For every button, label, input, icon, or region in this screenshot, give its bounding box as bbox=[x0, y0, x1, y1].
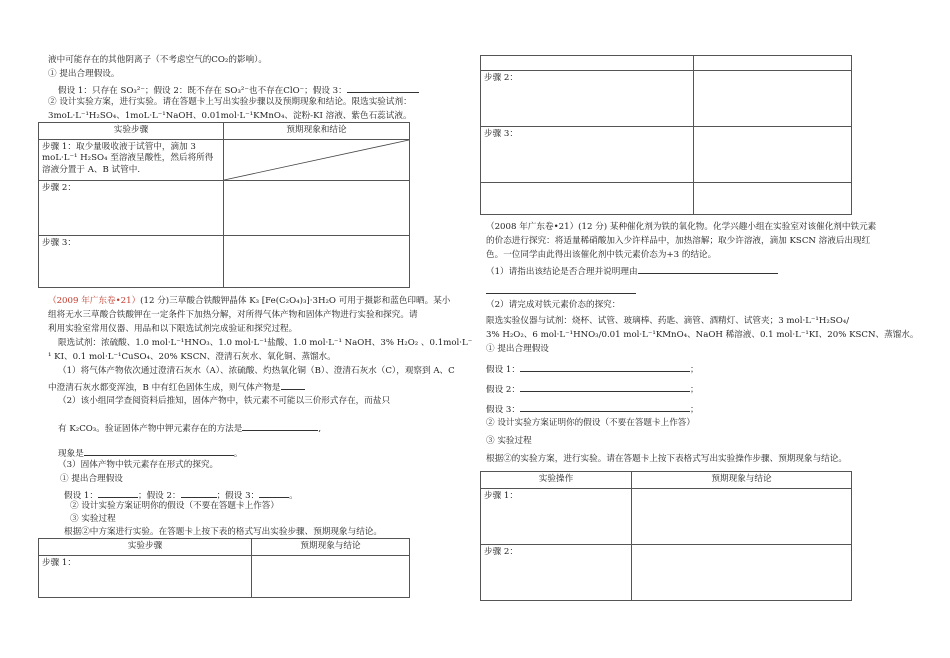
text-line: （3）固体产物中铁元素存在形式的探究。 bbox=[58, 460, 219, 470]
text-line: 限选试剂：浓硫酸、1.0 mol·L⁻¹HNO₃、1.0 mol·L⁻¹盐酸、1.0 mol·L⁻¹ NaOH、3% H₂O₂ 、0.1mol·L⁻ bbox=[58, 338, 473, 348]
table-cell: 步骤 3： bbox=[39, 235, 224, 287]
table-cell bbox=[481, 183, 694, 215]
text-line: （1）请指出该结论是否合理并说明理由 bbox=[486, 264, 778, 279]
text-line: ¹ KI、0.1 mol·L⁻¹CuSO₄、20% KSCN、澄清石灰水、氧化铜、蒸馏水。 bbox=[48, 352, 336, 362]
table-cell[interactable] bbox=[252, 555, 410, 597]
text-line: 中澄清石灰水都变浑浊，B 中有红色固体生成，则气体产物是 bbox=[48, 380, 305, 395]
experiment-table-3 bbox=[480, 55, 852, 215]
text-line: ① 提出合理假设 bbox=[60, 474, 123, 484]
text-line: 现象是 。 bbox=[58, 446, 242, 461]
table-cell[interactable] bbox=[224, 235, 410, 287]
answer-blank[interactable] bbox=[520, 382, 690, 392]
table-header: 预期现象和结论 bbox=[224, 123, 410, 140]
table-cell[interactable] bbox=[694, 183, 852, 215]
experiment-table-2 bbox=[38, 538, 410, 598]
text-line: 假设 1：只存在 SO₃²⁻；假设 2：既不存在 SO₃²⁻也不存在ClO⁻；假设 3： bbox=[58, 83, 419, 98]
text-line: ③ 实验过程 bbox=[486, 436, 532, 446]
table-cell: 步骤 2： bbox=[39, 180, 224, 235]
answer-blank[interactable] bbox=[347, 83, 419, 93]
text-line: ② 设计实验方案，进行实验。请在答题卡上写出实验步骤以及预期现象和结论。限选实验试剂： bbox=[48, 97, 412, 107]
experiment-table-1 bbox=[38, 122, 410, 288]
answer-blank[interactable] bbox=[242, 421, 318, 431]
text-line: 液中可能存在的其他阴离子（不考虑空气的CO₂的影响）。 bbox=[48, 55, 268, 65]
table-cell: 步骤 1： bbox=[481, 488, 632, 544]
answer-blank[interactable] bbox=[638, 264, 778, 274]
answer-blank[interactable] bbox=[520, 362, 690, 372]
text-line: 利用实验室常用仪器、用品和以下限选试剂完成验证和探究过程。 bbox=[48, 324, 298, 334]
text-line: ② 设计实验方案证明你的假设（不要在答题卡上作答） bbox=[486, 418, 695, 428]
hypothesis-line: 假设 1： ； bbox=[486, 362, 699, 377]
text-line: （2）该小组同学查阅资料后推知，固体产物中，铁元素不可能以三价形式存在，而盐只 bbox=[58, 396, 391, 406]
table-cell[interactable] bbox=[632, 544, 852, 600]
text-line: 有 K₂CO₃。验证固体产物中钾元素存在的方法是 , bbox=[58, 421, 321, 436]
table-cell bbox=[481, 56, 694, 71]
text-line: ① 提出合理假设 bbox=[486, 344, 549, 354]
table-cell: 步骤 2： bbox=[481, 544, 632, 600]
answer-blank[interactable] bbox=[259, 488, 289, 498]
text-line: 限选实验仪器与试剂：烧杯、试管、玻璃棒、药匙、滴管、酒精灯、试管夹；3 mol·L⁻¹H₂SO₄/ bbox=[486, 316, 850, 326]
question-2008-line: （2008 年广东卷•21）(12 分) 某种催化剂为铁的氧化物。化学兴趣小组在实验室对该催化剂中铁元素 bbox=[486, 222, 877, 232]
answer-blank[interactable] bbox=[486, 284, 636, 294]
text-line: 3% H₂O₂、6 mol·L⁻¹HNO₃/0.01 mol·L⁻¹KMnO₄、NaOH 稀溶液、0.1 mol·L⁻¹KI、20% KSCN、蒸馏水。 bbox=[486, 330, 919, 340]
table-cell: 步骤 2： bbox=[481, 71, 694, 127]
text-line: 的价态进行探究：将适量稀硝酸加入少许样品中，加热溶解；取少许溶液，滴加 KSCN 溶液后出现红 bbox=[486, 236, 871, 246]
table-header: 实验操作 bbox=[481, 472, 632, 489]
table-header: 预期现象与结论 bbox=[252, 539, 410, 556]
table-cell[interactable] bbox=[694, 56, 852, 71]
text-line: 色。一位同学由此得出该催化剂中铁元素价态为+3 的结论。 bbox=[486, 250, 717, 260]
table-cell[interactable] bbox=[694, 127, 852, 183]
table-cell[interactable] bbox=[694, 71, 852, 127]
diagonal-line bbox=[224, 140, 409, 180]
answer-blank[interactable] bbox=[98, 488, 138, 498]
hypothesis-line: 假设 2： ； bbox=[486, 382, 699, 397]
experiment-table-4 bbox=[480, 471, 852, 601]
text-line: 3moL·L⁻¹H₂SO₄、1moL·L⁻¹NaOH、0.01mol·L⁻¹KMnO₄、淀粉-KI 溶液、紫色石蕊试液。 bbox=[48, 111, 412, 121]
table-header: 预期现象与结论 bbox=[632, 472, 852, 489]
text-line: 根据②的实验方案，进行实验。请在答题卡上按下表格式写出实验操作步骤、预期现象与结论。 bbox=[486, 454, 847, 464]
table-header: 实验步骤 bbox=[39, 539, 252, 556]
text-line: 组将无水三草酸合铁酸钾在一定条件下加热分解，对所得气体产物和固体产物进行实验和探究。请 bbox=[48, 310, 418, 320]
hypothesis-line: 假设 3： ； bbox=[486, 402, 699, 417]
diagonal-cell bbox=[224, 139, 410, 180]
answer-blank[interactable] bbox=[181, 488, 217, 498]
answer-blank[interactable] bbox=[281, 380, 305, 390]
table-cell: 步骤 1： bbox=[39, 555, 252, 597]
answer-blank[interactable] bbox=[84, 446, 234, 456]
text-line: （1）将气体产物依次通过澄清石灰水（A）、浓硫酸、灼热氧化铜（B）、澄清石灰水（C），观察到 A、C bbox=[58, 366, 455, 376]
answer-blank[interactable] bbox=[520, 402, 690, 412]
text-line: （2）请完成对铁元素价态的探究： bbox=[486, 300, 621, 310]
table-cell: 步骤 1：取少量吸收液于试管中，滴加 3 moL·L⁻¹ H₂SO₄ 至溶液呈酸性，然后将所得溶液分置于 A、B 试管中. bbox=[39, 139, 224, 180]
text-line: 假设 1： ；假设 2： ；假设 3： 。 bbox=[64, 488, 298, 503]
table-header: 实验步骤 bbox=[39, 123, 224, 140]
text-line: ② 设计实验方案证明你的假设（不要在答题卡上作答） bbox=[70, 501, 279, 511]
text-line: ③ 实验过程 bbox=[70, 514, 116, 524]
question-source-tag: （2009 年广东卷•21） bbox=[48, 296, 141, 306]
text-line: ① 提出合理假设。 bbox=[48, 69, 120, 79]
table-cell[interactable] bbox=[224, 180, 410, 235]
question-2009-line: （2009 年广东卷•21）(12 分)三草酸合铁酸钾晶体 K₃ [Fe(C₂O₄)₃]·3H₂O 可用于摄影和蓝色印晒。某小 bbox=[48, 296, 451, 306]
answer-line[interactable] bbox=[486, 284, 636, 299]
table-cell[interactable] bbox=[632, 488, 852, 544]
table-cell: 步骤 3： bbox=[481, 127, 694, 183]
text-line: 根据②中方案进行实验。在答题卡上按下表的格式写出实验步骤、预期现象与结论。 bbox=[64, 527, 382, 537]
